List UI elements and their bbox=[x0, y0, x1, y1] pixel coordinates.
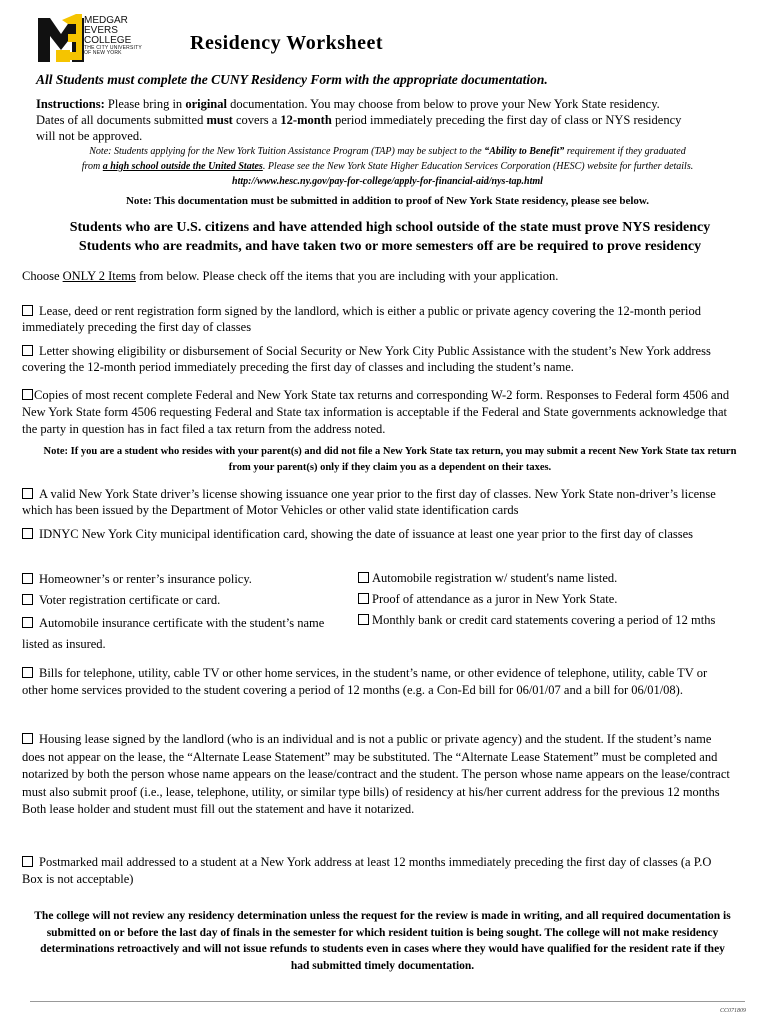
footer-divider bbox=[30, 1001, 745, 1002]
bank-text: Monthly bank or credit card statements covering a period of 12 mths bbox=[372, 613, 716, 627]
auto-insurance-checkbox[interactable] bbox=[22, 617, 33, 628]
option-mail bbox=[22, 854, 722, 888]
all-students-notice: All Students must complete the CUNY Residency Form with the appropriate documentation. bbox=[36, 72, 548, 87]
option-bills bbox=[22, 665, 722, 699]
instructions-text-2: documentation. You may choose from below to prove your New York State residency. bbox=[226, 97, 660, 111]
idnyc-checkbox[interactable] bbox=[22, 528, 33, 539]
lease-text: Lease, deed or rent registration form signed by the landlord, which is either a public or private agency covering the 12-month period immediately preceding the first day of classes bbox=[22, 304, 701, 334]
page-title: Residency Worksheet bbox=[190, 32, 384, 54]
heading-line-2: Students who are readmits, and have taken two or more semesters off are be required to prove residency bbox=[78, 239, 702, 254]
logo-sub-2: OF NEW YORK bbox=[84, 50, 122, 56]
option-lease bbox=[22, 303, 722, 335]
voter-checkbox[interactable] bbox=[22, 594, 33, 605]
tap-note-3-pre: from bbox=[81, 161, 103, 172]
logo-sub-1: THE CITY UNIVERSITY bbox=[84, 45, 142, 51]
letter-text: Letter showing eligibility or disbursement of Social Security or New York City Public Assistance with the student’s New York address covering the 12-month period immediately preceding the first day of classes and including the student’s name. bbox=[22, 344, 711, 374]
option-license bbox=[22, 486, 722, 518]
option-bank bbox=[358, 612, 768, 628]
tap-note-underlined: a high school outside the United States bbox=[102, 161, 263, 172]
auto-registration-text: Automobile registration w/ student's name listed. bbox=[372, 571, 618, 585]
form-code: CC071809 bbox=[720, 1008, 747, 1014]
option-auto-registration bbox=[358, 570, 758, 586]
tap-note bbox=[30, 144, 745, 189]
dates-text-4: will not be approved. bbox=[36, 129, 143, 143]
logo-line-2: EVERS bbox=[84, 25, 118, 36]
instructions-label: Instructions: bbox=[36, 97, 105, 111]
dates-text-1: Dates of all documents submitted bbox=[36, 113, 207, 127]
instructions-original: original bbox=[185, 97, 227, 111]
dates-text-2: covers a bbox=[232, 113, 281, 127]
tap-note-bold: “Ability to Benefit” bbox=[484, 146, 565, 157]
college-logo bbox=[36, 12, 86, 64]
bank-checkbox[interactable] bbox=[358, 614, 369, 625]
tap-note-3-post: . Please see the New York State Higher Education Services Corporation (HESC) website for further details. bbox=[262, 161, 694, 172]
option-letter bbox=[22, 343, 734, 375]
option-tax bbox=[22, 387, 744, 438]
homeowner-text: Homeowner’s or renter’s insurance policy. bbox=[39, 572, 252, 586]
mail-checkbox[interactable] bbox=[22, 856, 33, 867]
juror-text: Proof of attendance as a juror in New York State. bbox=[372, 592, 618, 606]
option-auto-insurance bbox=[22, 613, 342, 655]
auto-insurance-text: Automobile insurance certificate with the student’s name listed as insured. bbox=[22, 616, 325, 651]
instructions bbox=[36, 96, 751, 144]
logo-mark-icon bbox=[36, 12, 86, 64]
bills-checkbox[interactable] bbox=[22, 667, 33, 678]
closing-statement: The college will not review any residency determination unless the request for the review is made in writing, and all required documentation is submitted on or before the last day of finals in the semester for which resident tuition is being sought. The college will not make residency determinations retroactively and will not issue refunds to students even in cases where they would have qualified for the resident rate if they had submitted timely documentation. bbox=[34, 910, 731, 972]
option-housing bbox=[22, 731, 732, 819]
dates-must: must bbox=[206, 113, 233, 127]
tax-note: Note: If you are a student who resides with your parent(s) and did not file a New York State tax return, you may submit a recent New York State tax return from your parent(s) only if they claim you as a dependent on their taxes. bbox=[43, 446, 737, 473]
auto-registration-checkbox[interactable] bbox=[358, 572, 369, 583]
tax-checkbox[interactable] bbox=[22, 389, 33, 400]
choose-post: from below. Please check off the items that you are including with your application. bbox=[135, 269, 559, 283]
addition-note: Note: This documentation must be submitted in addition to proof of New York State residency, please see below. bbox=[125, 195, 650, 207]
choose-pre: Choose bbox=[22, 269, 63, 283]
hesc-link[interactable]: http://www.hesc.ny.gov/pay-for-college/apply-for-financial-aid/nys-tap.html bbox=[232, 176, 543, 187]
tap-note-1: Note: Students applying for the New York Tuition Assistance Program (TAP) may be subject to the bbox=[89, 146, 485, 157]
idnyc-text: IDNYC New York City municipal identification card, showing the date of issuance at least one year prior to the first day of classes bbox=[39, 527, 694, 541]
choose-only: ONLY 2 Items bbox=[62, 269, 136, 283]
requirement-headings bbox=[20, 218, 760, 256]
dates-12-month: 12-month bbox=[280, 113, 332, 127]
dates-text-3: period immediately preceding the first day of class or NYS residency bbox=[331, 113, 682, 127]
mail-text: Postmarked mail addressed to a student at a New York address at least 12 months immediately preceding the first day of classes (a P.O Box is not acceptable) bbox=[22, 855, 712, 886]
license-checkbox[interactable] bbox=[22, 488, 33, 499]
homeowner-checkbox[interactable] bbox=[22, 573, 33, 584]
bills-text: Bills for telephone, utility, cable TV or other home services, in the student’s name, or other evidence of telephone, utility, cable TV or other home services provided to the student covering a period of 12 months (e.g. a Con-Ed bill for 06/01/07 and a bill for 06/01/08). bbox=[22, 666, 708, 697]
logo-line-1: MEDGAR bbox=[84, 15, 128, 26]
juror-checkbox[interactable] bbox=[358, 593, 369, 604]
housing-text: Housing lease signed by the landlord (who is an individual and is not a public or private agency) and the student. If the student’s name does not appear on the lease, the “Alternate Lease Statement” may be substituted. The “Alternate Lease Statement” must be completed and notarized by both the person whose name appears on the lease/contract and the student. The person whose name appears on the lease/contract must also submit proof (i.e., lease, telephone, utility, or similar type bills) of residency at his/her current address for the previous 12 months Both lease holder and student must fill out the statement and have it notarized. bbox=[22, 732, 730, 816]
logo-wordmark bbox=[84, 16, 142, 56]
lease-checkbox[interactable] bbox=[22, 305, 33, 316]
tax-text: Copies of most recent complete Federal and New York State tax returns and corresponding W-2 form. Responses to Federal form 4506 and New York State form 4506 requesting Federal and State tax information is acceptable if the Federal and State governments acknowledge that the party in question has in fact filed a tax return from the address noted. bbox=[22, 388, 730, 436]
option-idnyc bbox=[22, 526, 744, 542]
choose-instructions bbox=[22, 268, 752, 284]
letter-checkbox[interactable] bbox=[22, 345, 33, 356]
option-homeowner bbox=[22, 571, 342, 587]
housing-checkbox[interactable] bbox=[22, 733, 33, 744]
voter-text: Voter registration certificate or card. bbox=[39, 593, 221, 607]
logo-line-3: COLLEGE bbox=[84, 35, 132, 46]
heading-line-1: Students who are U.S. citizens and have attended high school outside of the state must prove NYS residency bbox=[69, 220, 711, 235]
tap-note-2: requirement if they graduated bbox=[564, 146, 686, 157]
instructions-text-1: Please bring in bbox=[104, 97, 186, 111]
license-text: A valid New York State driver’s license showing issuance one year prior to the first day of classes. New York State non-driver’s license which has been issued by the Department of Motor Vehicles or other valid state identification cards bbox=[22, 487, 716, 517]
option-voter bbox=[22, 592, 342, 608]
option-juror bbox=[358, 591, 758, 607]
